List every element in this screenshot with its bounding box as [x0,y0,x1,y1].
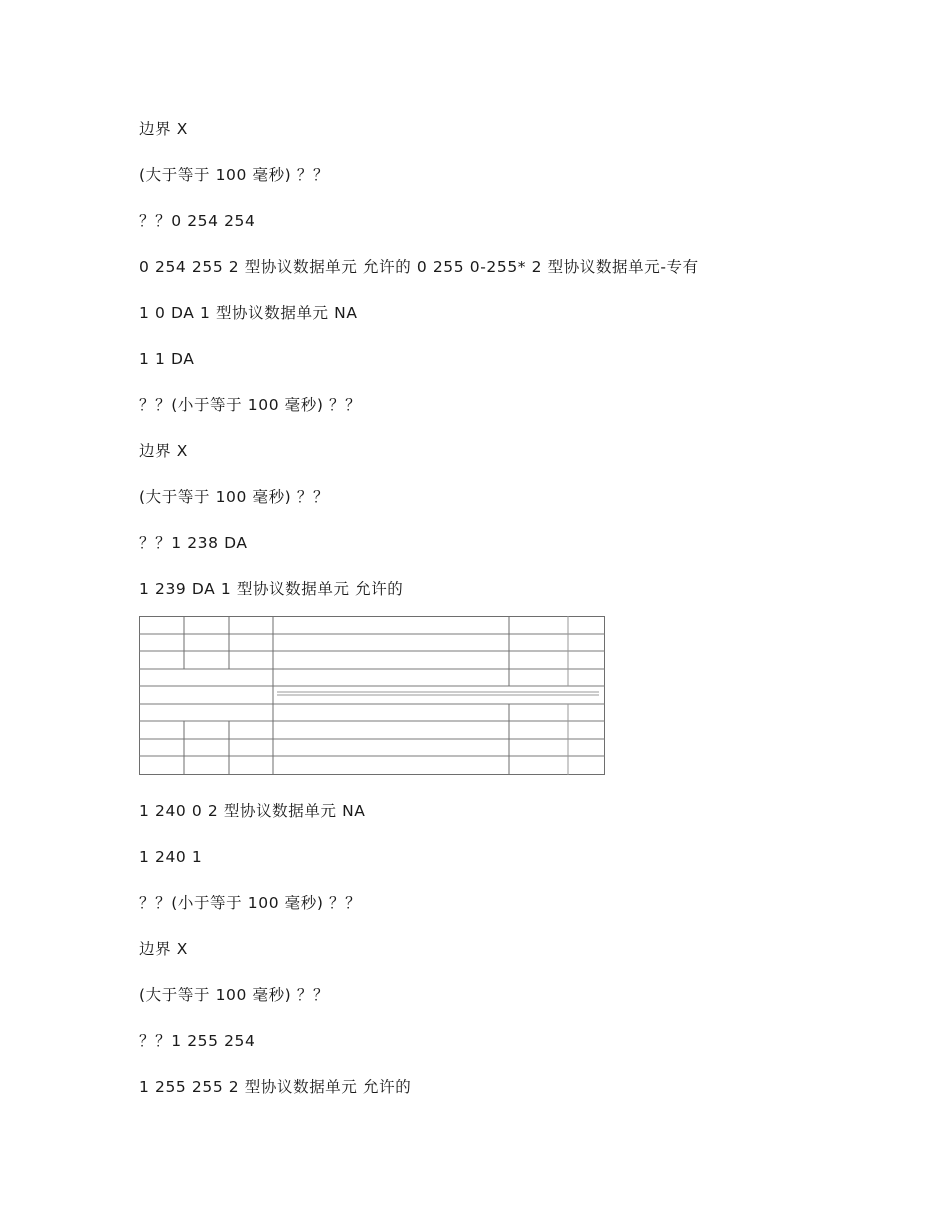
text-line-8: 边界 X [139,442,188,460]
text-line-5: 1 0 DA 1 型协议数据单元 NA [139,304,358,322]
table-grid-figure [139,616,605,775]
text-line-7: ？？(小于等于 100 毫秒) ？？ [139,396,362,414]
text-line-13: 1 240 1 [139,848,203,866]
text-line-17: ？？1 255 254 [139,1032,256,1050]
text-line-6: 1 1 DA [139,350,195,368]
text-line-14: ？？(小于等于 100 毫秒) ？？ [139,894,362,912]
table-grid-lines [139,616,605,775]
text-line-9: (大于等于 100 毫秒) ？？ [139,488,330,506]
text-line-16: (大于等于 100 毫秒) ？？ [139,986,330,1004]
text-line-15: 边界 X [139,940,188,958]
text-line-18: 1 255 255 2 型协议数据单元 允许的 [139,1078,412,1096]
text-line-12: 1 240 0 2 型协议数据单元 NA [139,802,366,820]
text-line-1: 边界 X [139,120,188,138]
text-line-2: (大于等于 100 毫秒) ？？ [139,166,330,184]
text-line-4: 0 254 255 2 型协议数据单元 允许的 0 255 0-255* 2 型协议数据单元-专有 [139,258,699,276]
text-line-11: 1 239 DA 1 型协议数据单元 允许的 [139,580,404,598]
text-line-3: ？？0 254 254 [139,212,256,230]
text-line-10: ？？1 238 DA [139,534,248,552]
